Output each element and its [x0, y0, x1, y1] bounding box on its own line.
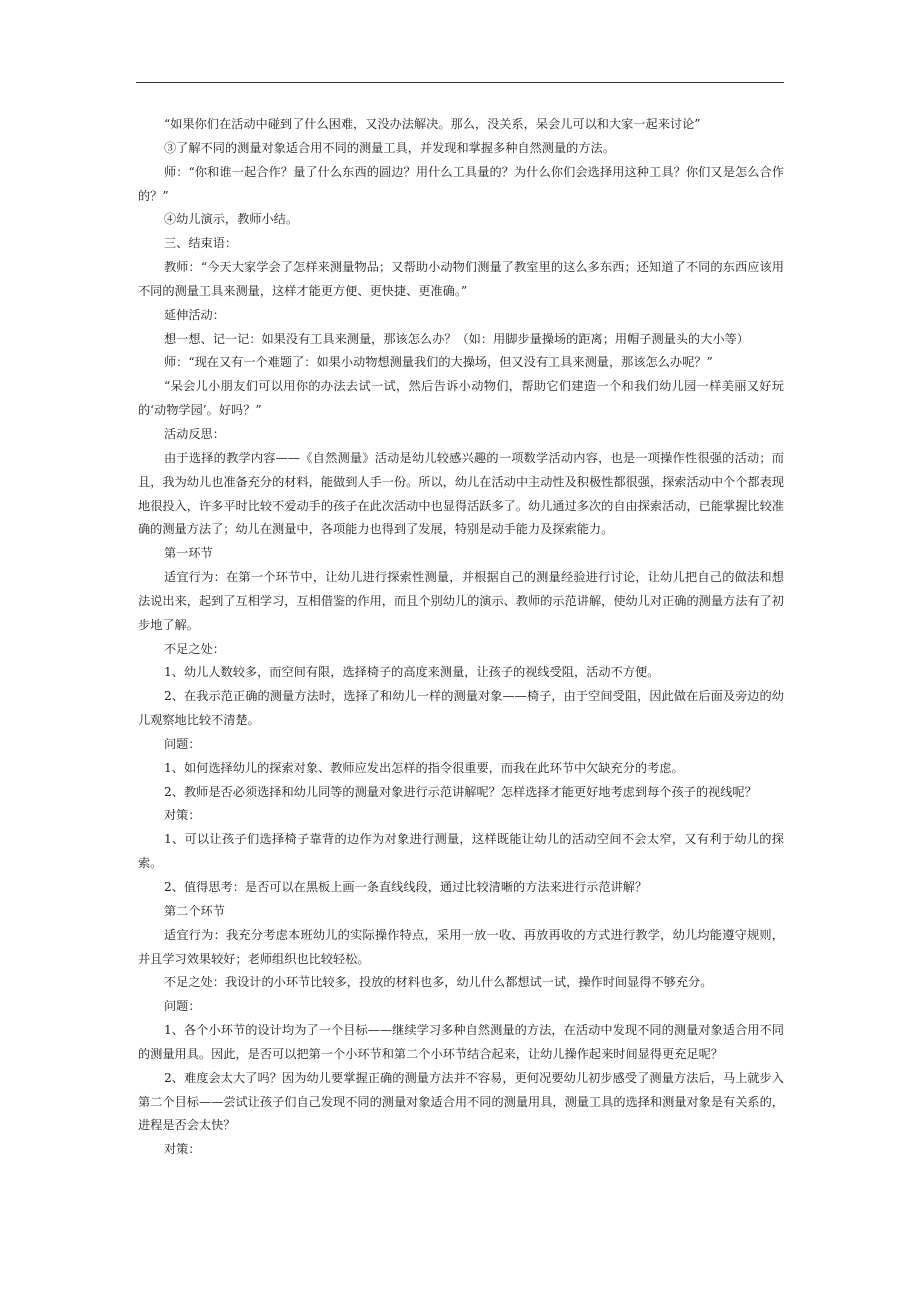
section-heading: 第一环节	[164, 546, 213, 561]
paragraph: 教师：“今天大家学会了怎样来测量物品；又帮助小动物们测量了教室里的这么多东西；还知道了不同的东西应该用不同的测量工具来测量，这样才能更方便、更快捷、更准确。”	[138, 260, 784, 298]
section-heading: 第二个环节	[164, 903, 225, 918]
list-item: 2、在我示范正确的测量方法时，选择了和幼儿一样的测量对象——椅子，由于空间受阻，因此做在后面及旁边的幼儿观察地比较不清楚。	[138, 689, 784, 728]
header-rule	[136, 82, 784, 83]
paragraph: 不足之处：我设计的小环节比较多，投放的材料也多，幼儿什么都想试一试，操作时间显得不够充分。	[164, 975, 713, 990]
section-heading: 问题：	[164, 736, 201, 751]
paragraph: ③了解不同的测量对象适合用不同的测量工具，并发现和掌握多种自然测量的方法。	[164, 140, 615, 155]
section-heading: 对策：	[164, 1142, 201, 1157]
paragraph: 由于选择的教学内容——《自然测量》活动是幼儿较感兴趣的一项数学活动内容，也是一项操作性很强的活动；而且，我为幼儿也准备充分的材料，能做到人手一份。所以，幼儿在活动中主动性及积极性都很强，探索活动中个个都表现地很投入，许多平时比较不爱动手的孩子在此次活动中也显得活跃多了。幼儿通过多次的自由探索活动，已能掌握比较准确的测量方法了；幼儿在测量中，各项能力也得到了发展，特别是动手能力及探索能力。	[138, 450, 784, 537]
paragraph: 想一想、记一记：如果没有工具来测量，那该怎么办？（如：用脚步量操场的距离；用帽子测量头的大小等）	[164, 331, 749, 346]
paragraph: 适宜行为：我充分考虑本班幼儿的实际操作特点，采用一放一收、再放再收的方式进行教学，幼儿均能遵守规则，并且学习效果较好；老师组织也比较轻松。	[138, 927, 784, 966]
list-item: 2、值得思考：是否可以在黑板上画一条直线线段，通过比较清晰的方法来进行示范讲解？	[164, 880, 648, 894]
section-heading: 三、结束语：	[164, 236, 238, 251]
paragraph: “如果你们在活动中碰到了什么困难，又没办法解决。那么，没关系，呆会儿可以和大家一起来讨论”	[164, 117, 701, 131]
section-heading: 对策：	[164, 808, 201, 823]
paragraph: “呆会儿小朋友们可以用你的办法去试一试，然后告诉小动物们，帮助它们建造一个和我们幼儿园一样美丽又好玩的‘动物学园’。好吗？”	[138, 379, 784, 418]
list-item: 1、各个小环节的设计均为了一个目标——继续学习多种自然测量的方法，在活动中发现不同的测量对象适合用不同的测量用具。因此，是否可以把第一个小环节和第二个小环节结合起来，让幼儿操作起来时间显得更充足呢？	[138, 1023, 784, 1061]
list-item: 1、幼儿人数较多，而空间有限，选择椅子的高度来测量，让孩子的视线受阻，活动不方便。	[164, 665, 660, 680]
paragraph: 适宜行为：在第一个环节中，让幼儿进行探索性测量，并根据自己的测量经验进行讨论，让幼儿把自己的做法和想法说出来，起到了互相学习，互相借鉴的作用，而且个别幼儿的演示、教师的示范讲解，使幼儿对正确的测量方法有了初步地了解。	[138, 570, 784, 632]
section-heading: 活动反思：	[164, 426, 225, 441]
section-heading: 不足之处：	[164, 641, 225, 656]
paragraph: 师：“你和谁一起合作？量了什么东西的圆边？用什么工具量的？为什么你们会选择用这种工具？你们又是怎么合作的？”	[138, 164, 784, 203]
list-item: 1、可以让孩子们选择椅子靠背的边作为对象进行测量，这样既能让幼儿的活动空间不会太窄，又有利于幼儿的探索。	[138, 832, 784, 871]
paragraph: ④幼儿演示，教师小结。	[164, 212, 299, 227]
section-heading: 延伸活动：	[164, 307, 225, 322]
list-item: 2、教师是否必须选择和幼儿同等的测量对象进行示范讲解呢？怎样选择才能更好地考虑到每个孩子的视线呢？	[164, 784, 757, 799]
list-item: 1、如何选择幼儿的探索对象、教师应发出怎样的指令很重要，而我在此环节中欠缺充分的考虑。	[164, 760, 684, 775]
paragraph: 师：“现在又有一个难题了：如果小动物想测量我们的大操场，但又没有工具来测量，那该怎么办呢？”	[164, 355, 713, 370]
document-body	[138, 113, 784, 1162]
section-heading: 问题：	[164, 999, 201, 1014]
list-item: 2、难度会太大了吗？因为幼儿要掌握正确的测量方法并不容易，更何况要幼儿初步感受了测量方法后，马上就步入第二个目标——尝试让孩子们自己发现不同的测量对象适合用不同的测量用具，测量工具的选择和测量对象是有关系的，进程是否会太快？	[138, 1070, 784, 1133]
